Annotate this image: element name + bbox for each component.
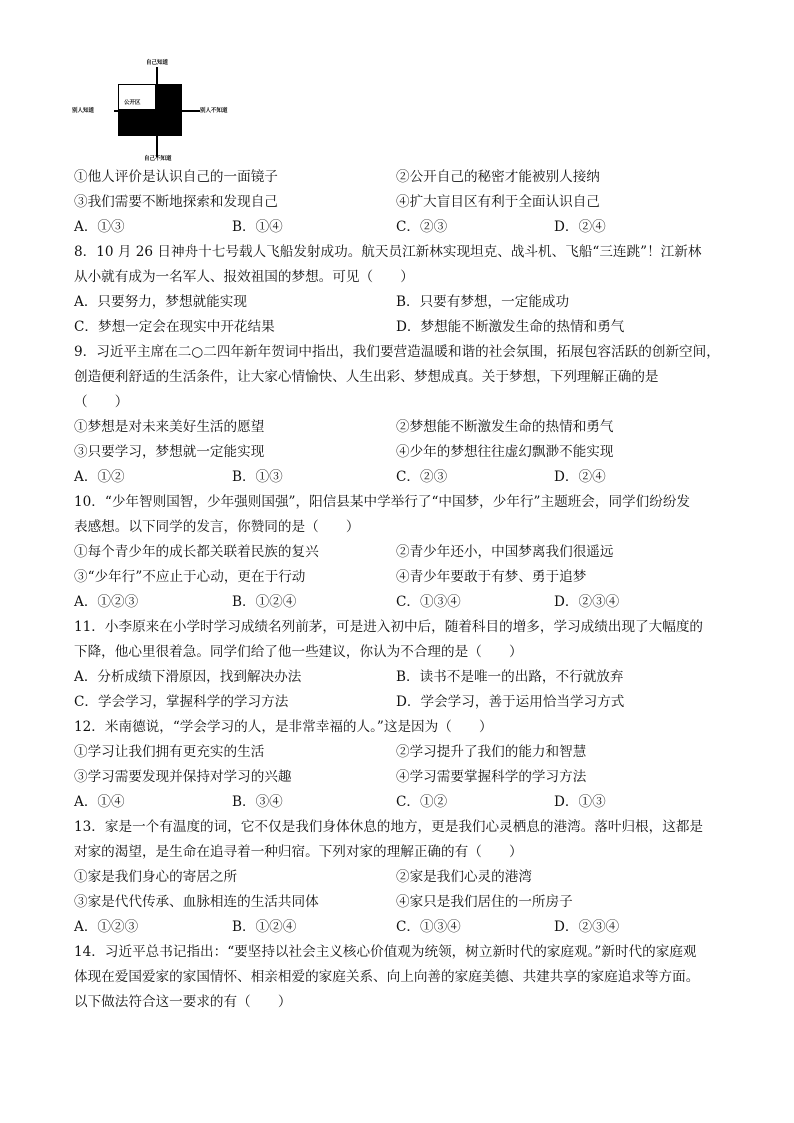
figure-label-left: 别人知道 [72, 108, 95, 114]
q13-option-a[interactable]: A．①②③ [74, 919, 139, 935]
q12-option-b[interactable]: B．③④ [232, 794, 283, 810]
q10-items-row-2 [74, 567, 724, 587]
figure-label-top: 自己知道 [146, 60, 169, 66]
q8-option-b[interactable]: B．只要有梦想，一定能成功 [396, 294, 570, 310]
q13-item-2: ②家是我们心灵的港湾 [396, 869, 532, 885]
q9-item-4: ④少年的梦想往往虚幻飘渺不能实现 [396, 444, 614, 460]
q11-stem-line-2: 下降，他心里很着急。同学们给了他一些建议，你认为不合理的是（ ） [74, 644, 523, 660]
q12-item-4: ④学习需要掌握科学的学习方法 [396, 769, 587, 785]
q8-option-d[interactable]: D．梦想能不断激发生命的热情和勇气 [396, 319, 625, 335]
q9-item-1: ①梦想是对未来美好生活的愿望 [74, 419, 265, 435]
q12-options [74, 792, 724, 812]
q12-item-2: ②学习提升了我们的能力和智慧 [396, 744, 587, 760]
q13-option-d[interactable]: D．②③④ [554, 919, 620, 935]
q12-stem-line-1: 12．米南德说，“学会学习的人，是非常幸福的人。”这是因为（ ） [74, 719, 493, 735]
figure-label-right: 别人不知道 [200, 108, 228, 114]
q13-item-3: ③家是代代传承、血脉相连的生活共同体 [74, 894, 319, 910]
q10-items-row-1 [74, 542, 724, 562]
q7-item-1: ①他人评价是认识自己的一面镜子 [74, 169, 278, 185]
q10-option-d[interactable]: D．②③④ [554, 594, 620, 610]
q12-option-c[interactable]: C．①② [396, 794, 448, 810]
q13-options [74, 917, 724, 937]
figure-label-bottom: 自己不知道 [144, 156, 172, 162]
q14-stem-line-3: 以下做法符合这一要求的有（ ） [74, 994, 292, 1010]
q7-items-row-1 [74, 167, 724, 187]
q8-options-row-2 [74, 317, 724, 337]
q7-option-d[interactable]: D．②④ [554, 219, 606, 235]
q10-options [74, 592, 724, 612]
hidden-area-quadrant [158, 84, 182, 110]
q9-stem-line-3: （ ） [74, 394, 129, 410]
vertical-axis [156, 67, 158, 157]
q13-stem-line-2: 对家的渴望，是生命在追寻着一种归宿。下列对家的理解正确的有（ ） [74, 844, 523, 860]
q14-stem-line-2: 体现在爱国爱家的家国情怀、相亲相爱的家庭关系、向上向善的家庭美德、共建共享的家庭追求等方面。 [74, 969, 700, 985]
q7-options [74, 217, 724, 237]
q13-items-row-1 [74, 867, 724, 887]
q11-options-row-2 [74, 692, 724, 712]
figure-label-open: 公开区 [124, 100, 141, 106]
q11-option-c[interactable]: C．学会学习，掌握科学的学习方法 [74, 694, 289, 710]
q9-stem-line-1: 9．习近平主席在二○二四年新年贺词中指出，我们要营造温暖和谐的社会氛围，拓展包容活跃的创新空间， [74, 344, 720, 360]
q13-stem-line-1: 13．家是一个有温度的词，它不仅是我们身体休息的地方，更是我们心灵栖息的港湾。落叶归根，这都是 [74, 819, 704, 835]
q12-items-row-1 [74, 742, 724, 762]
q13-option-c[interactable]: C．①③④ [396, 919, 461, 935]
q12-item-1: ①学习让我们拥有更充实的生活 [74, 744, 265, 760]
q9-option-a[interactable]: A．①② [74, 469, 125, 485]
q7-item-2: ②公开自己的秘密才能被别人接纳 [396, 169, 600, 185]
q7-option-c[interactable]: C．②③ [396, 219, 448, 235]
q11-option-a[interactable]: A．分析成绩下滑原因，找到解决办法 [74, 669, 302, 685]
q10-item-2: ②青少年还小，中国梦离我们很遥远 [396, 544, 614, 560]
q7-item-3: ③我们需要不断地探索和发现自己 [74, 194, 278, 210]
q9-items-row-2 [74, 442, 724, 462]
q13-item-1: ①家是我们身心的寄居之所 [74, 869, 238, 885]
q9-item-3: ③只要学习，梦想就一定能实现 [74, 444, 265, 460]
q11-options-row-1 [74, 667, 724, 687]
q11-stem-line-1: 11．小李原来在小学时学习成绩名列前茅，可是进入初中后，随着科目的增多，学习成绩出现了大幅度的 [74, 619, 704, 635]
q12-item-3: ③学习需要发现并保持对学习的兴趣 [74, 769, 292, 785]
q12-option-a[interactable]: A．①④ [74, 794, 125, 810]
q14-stem-line-1: 14．习近平总书记指出：“要坚持以社会主义核心价值观为统领，树立新时代的家庭观。”新时代的家庭观 [74, 944, 697, 960]
q12-items-row-2 [74, 767, 724, 787]
q10-stem-line-1: 10．“少年智则国智，少年强则国强”，阳信县某中学举行了“中国梦，少年行”主题班会，同学们纷纷发 [74, 494, 691, 510]
q11-option-d[interactable]: D．学会学习，善于运用恰当学习方式 [396, 694, 625, 710]
q7-item-4: ④扩大盲目区有利于全面认识自己 [396, 194, 600, 210]
q8-options-row-1 [74, 292, 724, 312]
q9-option-c[interactable]: C．②③ [396, 469, 448, 485]
q10-option-a[interactable]: A．①②③ [74, 594, 139, 610]
johari-window-figure [72, 60, 242, 164]
q10-option-b[interactable]: B．①②④ [232, 594, 297, 610]
horizontal-axis [114, 110, 200, 112]
q9-options [74, 467, 724, 487]
q7-option-b[interactable]: B．①④ [232, 219, 283, 235]
q10-item-3: ③“少年行”不应止于心动，更在于行动 [74, 569, 306, 585]
q11-option-b[interactable]: B．读书不是唯一的出路，不行就放弃 [396, 669, 624, 685]
q8-stem-line-2: 从小就有成为一名军人、报效祖国的梦想。可见（ ） [74, 269, 414, 285]
q8-option-c[interactable]: C．梦想一定会在现实中开花结果 [74, 319, 275, 335]
q10-stem-line-2: 表感想。以下同学的发言，你赞同的是（ ） [74, 519, 360, 535]
q8-stem-line-1: 8．10 月 26 日神舟十七号载人飞船发射成功。航天员江新林实现坦克、战斗机、飞船“三连跳”！江新林 [74, 244, 702, 260]
q10-item-1: ①每个青少年的成长都关联着民族的复兴 [74, 544, 319, 560]
q12-option-d[interactable]: D．①③ [554, 794, 606, 810]
q10-item-4: ④青少年要敢于有梦、勇于追梦 [396, 569, 587, 585]
q13-items-row-2 [74, 892, 724, 912]
q9-option-b[interactable]: B．①③ [232, 469, 283, 485]
q13-item-4: ④家只是我们居住的一所房子 [396, 894, 573, 910]
q8-option-a[interactable]: A．只要努力，梦想就能实现 [74, 294, 247, 310]
unknown-area-quadrant [118, 112, 182, 136]
q9-option-d[interactable]: D．②④ [554, 469, 606, 485]
q9-stem-line-2: 创造便利舒适的生活条件，让大家心情愉快、人生出彩、梦想成真。关于梦想，下列理解正确的是 [74, 369, 659, 385]
q7-option-a[interactable]: A．①③ [74, 219, 125, 235]
q9-item-2: ②梦想能不断激发生命的热情和勇气 [396, 419, 614, 435]
q10-option-c[interactable]: C．①③④ [396, 594, 461, 610]
q9-items-row-1 [74, 417, 724, 437]
q7-items-row-2 [74, 192, 724, 212]
q13-option-b[interactable]: B．①②④ [232, 919, 297, 935]
